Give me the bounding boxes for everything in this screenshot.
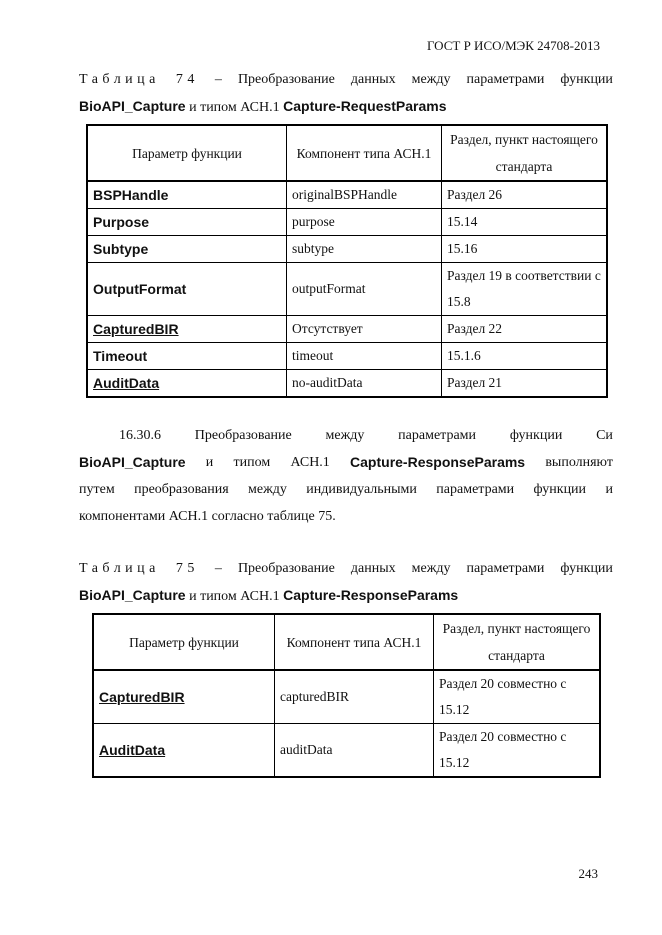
caption-word: параметрами: [466, 72, 545, 87]
section-cell: Раздел 19 в соответствии с 15.8: [442, 263, 608, 316]
para-word: преобразования: [134, 482, 229, 497]
para-function-name: BioAPI_Capture: [79, 454, 186, 470]
param-cell: OutputFormat: [87, 263, 287, 316]
page-number: 243: [578, 866, 598, 881]
para-word: и: [205, 455, 214, 470]
section-cell: Раздел 26: [442, 181, 608, 209]
document-header: ГОСТ Р ИСО/МЭК 24708-2013: [426, 38, 600, 53]
component-cell: originalBSPHandle: [287, 181, 442, 209]
component-cell: no-auditData: [287, 370, 442, 398]
param-cell: Timeout: [87, 343, 287, 370]
para-word: путем: [79, 482, 115, 497]
caption-word: Таблица: [79, 561, 160, 576]
caption-word: данных: [350, 72, 396, 87]
component-cell: timeout: [287, 343, 442, 370]
para-word: выполняют: [545, 455, 613, 470]
caption-word: 75: [175, 561, 199, 576]
caption-word: функции: [560, 561, 613, 576]
para-word: параметрами: [398, 428, 477, 443]
para-word: Преобразование: [194, 428, 292, 443]
para-word: функции: [533, 482, 587, 497]
header-cell: Параметр функции: [87, 125, 287, 181]
section-cell: 15.16: [442, 236, 608, 263]
para-line: компонентами АСН.1 согласно таблице 75.: [79, 509, 336, 524]
table-row: [87, 181, 607, 209]
component-cell: subtype: [287, 236, 442, 263]
para-type-name: Capture-ResponseParams: [350, 454, 526, 470]
table-75-caption: [79, 555, 613, 610]
section-cell: 15.1.6: [442, 343, 608, 370]
table-75: [92, 613, 601, 778]
caption-word: функции: [560, 72, 613, 87]
header-cell: Раздел, пункт настоящего стандарта: [434, 614, 601, 670]
component-cell: capturedBIR: [275, 670, 434, 724]
table-row: [87, 343, 607, 370]
caption-word: –: [214, 561, 222, 576]
caption-word: между: [411, 561, 451, 576]
paragraph-16-30-6: [79, 422, 613, 530]
table-row: [87, 263, 607, 316]
header-cell: Компонент типа АСН.1: [287, 125, 442, 181]
section-cell: Раздел 21: [442, 370, 608, 398]
param-cell: Subtype: [87, 236, 287, 263]
caption-type-name: Capture-RequestParams: [283, 98, 447, 114]
para-word: индивидуальными: [306, 482, 417, 497]
caption-word: Преобразование: [237, 561, 335, 576]
caption-word: 74: [175, 72, 199, 87]
para-word: между: [248, 482, 287, 497]
table-row: [93, 670, 600, 724]
param-cell: AuditData: [87, 370, 287, 398]
table-header-row: [93, 614, 600, 670]
para-word: Си: [596, 428, 613, 443]
caption-word: Таблица: [79, 72, 160, 87]
caption-function-name: BioAPI_Capture: [79, 587, 186, 603]
param-cell: CapturedBIR: [93, 670, 275, 724]
caption-word: параметрами: [466, 561, 545, 576]
table-row: [87, 370, 607, 398]
para-word: функции: [509, 428, 563, 443]
para-word: и: [605, 482, 613, 497]
para-word: между: [325, 428, 365, 443]
caption-function-name: BioAPI_Capture: [79, 98, 186, 114]
caption-type-name: Capture-ResponseParams: [283, 587, 459, 603]
caption-word: данных: [350, 561, 396, 576]
section-cell: Раздел 20 совместно с 15.12: [434, 724, 601, 778]
param-cell: CapturedBIR: [87, 316, 287, 343]
param-cell: Purpose: [87, 209, 287, 236]
header-cell: Компонент типа АСН.1: [275, 614, 434, 670]
param-cell: AuditData: [93, 724, 275, 778]
section-cell: Раздел 22: [442, 316, 608, 343]
component-cell: auditData: [275, 724, 434, 778]
param-cell: BSPHandle: [87, 181, 287, 209]
para-word: АСН.1: [290, 455, 330, 470]
section-cell: Раздел 20 совместно с 15.12: [434, 670, 601, 724]
table-row: [87, 236, 607, 263]
table-header-row: [87, 125, 607, 181]
table-74: [86, 124, 608, 398]
table-row: [87, 209, 607, 236]
component-cell: outputFormat: [287, 263, 442, 316]
para-word: типом: [233, 455, 271, 470]
caption-mid: и типом АСН.1: [185, 100, 284, 115]
caption-word: Преобразование: [237, 72, 335, 87]
para-word: 16.30.6: [119, 428, 161, 443]
caption-word: между: [411, 72, 451, 87]
table-row: [87, 316, 607, 343]
component-cell: Отсутствует: [287, 316, 442, 343]
para-word: параметрами: [436, 482, 515, 497]
component-cell: purpose: [287, 209, 442, 236]
header-cell: Параметр функции: [93, 614, 275, 670]
table-row: [93, 724, 600, 778]
header-cell: Раздел, пункт настоящего стандарта: [442, 125, 608, 181]
caption-mid: и типом АСН.1: [185, 589, 284, 604]
caption-word: –: [214, 72, 222, 87]
table-74-caption: [79, 66, 613, 121]
section-cell: 15.14: [442, 209, 608, 236]
